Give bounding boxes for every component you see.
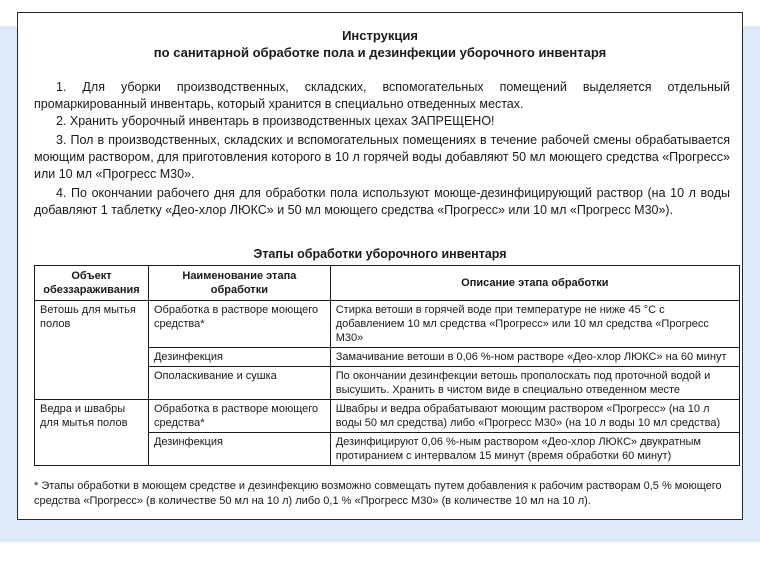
paragraph-2: 2. Хранить уборочный инвентарь в производственных цехах ЗАПРЕЩЕНО! [56,114,495,128]
document-subtitle: по санитарной обработке пола и дезинфекции уборочного инвентаря [153,45,607,60]
description-cell: По окончании дезинфекции ветошь прополоскать под проточной водой и высушить. Хранить в чистом виде в специально отведенном месте [330,367,739,400]
paragraph-4: 4. По окончании рабочего дня для обработки пола используют моюще-дезинфицирующий раствор (на 10 л воды добавляют 1 таблетку «Део-хлор ЛЮКС» и 50 мл моющего средства «Прогресс» или 10 мл «Прогресс М30»). [34,186,730,217]
stage-cell: Обработка в растворе моющего средства* [148,301,330,348]
stage-cell: Дезинфекция [148,348,330,367]
stages-table [34,265,740,466]
header-description: Описание этапа обработки [330,266,739,301]
description-cell: Швабры и ведра обрабатывают моющим раствором «Прогресс» (на 10 л воды 50 мл средства) либо «Прогресс М30» (на 10 л воды 10 мл средства) [330,400,739,433]
table-title: Этапы обработки уборочного инвентаря [253,247,507,261]
stage-cell: Ополаскивание и сушка [148,367,330,400]
footnote: * Этапы обработки в моющем средстве и дезинфекцию возможно совмещать путем добавления к рабочим растворам 0,5 % моющего средства «Прогресс» (в количестве 50 мл на 10 л) либо 0,1 % «Прогресс М30» (в количестве 10 мл на 10 л). [34,480,722,507]
document-title: Инструкция [342,28,418,43]
description-cell: Стирка ветоши в горячей воде при температуре не ниже 45 °С с добавлением 10 мл средства «Прогресс» или 10 мл средства «Прогресс М30» [330,301,739,348]
object-cell: Ветошь для мытья полов [35,301,149,400]
header-stage: Наименование этапа обработки [148,266,330,301]
table-row [35,301,740,348]
description-cell: Дезинфицируют 0,06 %-ным раствором «Део-хлор ЛЮКС» двукратным протиранием с интервалом 15 минут (время обработки 60 минут) [330,433,739,466]
header-object: Объект обеззараживания [35,266,149,301]
table-row [35,400,740,433]
stage-cell: Обработка в растворе моющего средства* [148,400,330,433]
instruction-document [17,12,743,520]
table-header-row [35,266,740,301]
description-cell: Замачивание ветоши в 0,06 %-ном растворе «Део-хлор ЛЮКС» на 60 минут [330,348,739,367]
stage-cell: Дезинфекция [148,433,330,466]
object-cell: Ведра и швабры для мытья полов [35,400,149,466]
paragraph-3: 3. Пол в производственных, складских и вспомогательных помещениях в течение рабочей смены обрабатывается моющим раствором, для приготовления которого в 10 л горячей воды добавляют 50 мл моющего средства «Прогресс» или 10 мл «Прогресс М30». [34,133,730,181]
paragraph-1: 1. Для уборки производственных, складских, вспомогательных помещений выделяется отдельный промаркированный инвентарь, который хранится в специально отведенных местах. [34,80,730,111]
